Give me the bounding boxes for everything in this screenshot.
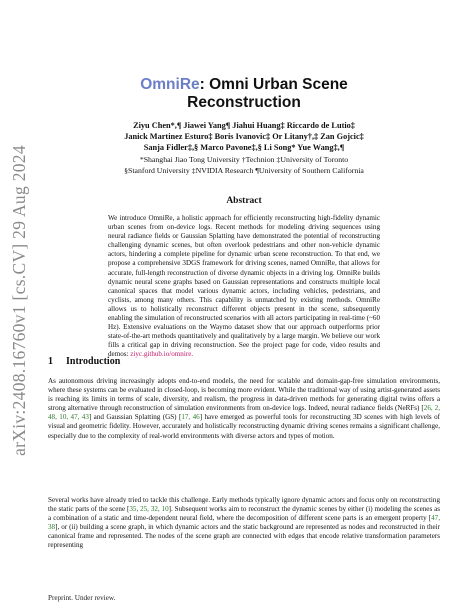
author-line: Sanja Fidler‡,§ Marco Pavone‡,§ Li Song* Yue Wang‡,¶ xyxy=(143,143,345,152)
section-title: Introduction xyxy=(66,356,121,367)
paragraph-text: As autonomous driving increasingly adopts end-to-end models, the need for scalable and domain-gap-free simulation environments, where these systems can be evaluated in closed-loop, is becoming more evident. While the traditional way of using artist-generated assets is reaching its limits in terms of scale, diversity, and realism, the progress in data-driven methods for generating digital twins offers a strong alternative through reconstruction of simulation environments from on-device logs. Indeed, neural radiance fields (NeRFs) [ xyxy=(48,377,440,413)
abstract-body: We introduce OmniRe, a holistic approach for efficiently reconstructing high-fidelity dynamic urban scenes from on-device logs. Recent methods for modeling driving sequences using neural radiance fields or Gaussian Splatting have demonstrated the potential of reconstructing challenging dynamic scenes, but often overlook pedestrians and other non-vehicle dynamic actors, hindering a complete pipeline for dynamic urban scene reconstruction. To that end, we propose a comprehensive 3DGS framework for driving scenes, named OmniRe, that allows for accurate, full-length reconstruction of diverse dynamic objects in a driving log. OmniRe builds dynamic neural scene graphs based on Gaussian representations and constructs multiple local canonical spaces that model various dynamic actors, including vehicles, pedestrians, and cyclists, among many others. This capability is unmatched by existing methods. OmniRe allows us to holistically reconstruct different objects present in the scene, subsequently enabling the simulation of reconstructed scenarios with all actors participating in real-time (~60 Hz). Extensive evaluations on the Waymo dataset show that our approach outperforms prior state-of-the-art methods quantitatively and qualitatively by a large margin. We believe our work fills a critical gap in driving reconstruction. See the project page for code, video results and demos: xyxy=(108,214,380,359)
paragraph-text: Several works have already tried to tackle this challenge. Early methods typically ignore dynamic actors and focus only on reconstructing the static parts of the scene [ xyxy=(48,496,440,514)
arxiv-identifier-text: arXiv:2408.16760v1 [cs.CV] 29 Aug 2024 xyxy=(8,144,29,456)
citation[interactable]: 35, 25, 32, 10 xyxy=(129,505,169,514)
footer-note: Preprint. Under review. xyxy=(48,594,116,602)
paper-title xyxy=(84,76,404,112)
paragraph-text: ] and Gaussian Splatting (GS) [ xyxy=(88,413,182,422)
author-line: Ziyu Chen*,¶ Jiawei Yang¶ Jiahui Huang‡ Riccardo de Lutio‡ xyxy=(133,121,355,130)
abstract-text xyxy=(108,214,380,360)
author-line: Janick Martinez Esturo‡ Boris Ivanovic‡ Or Litany†,‡ Zan Gojcic‡ xyxy=(124,132,364,141)
citation[interactable]: 17, 46 xyxy=(181,413,200,422)
author-list xyxy=(84,120,404,153)
intro-paragraph-2 xyxy=(48,496,440,551)
arxiv-identifier xyxy=(8,60,30,540)
title-brand: OmniRe xyxy=(140,76,200,93)
intro-paragraph-1 xyxy=(48,377,440,441)
affiliation-line: §Stanford University ‡NVIDIA Research ¶University of Southern California xyxy=(124,165,364,175)
section-heading-introduction xyxy=(48,356,120,367)
project-page-link[interactable]: ziyc.github.io/omnire. xyxy=(130,350,194,359)
title-rest: : Omni Urban Scene Reconstruction xyxy=(187,76,348,111)
paragraph-text: ], or (ii) building a scene graph, in which dynamic actors and the static background are represented as nodes and reconstructed in their canonical frame and represented. The nodes of the scene graph are connected with edges that encode relative transformation parameters representing xyxy=(48,523,440,550)
affiliations xyxy=(84,155,404,176)
citation[interactable]: 47, 38 xyxy=(48,514,440,532)
paragraph-text: ] have emerged as powerful tools for reconstructing 3D scenes with high levels of visual and geometric fidelity. However, accurately and holistically reconstructing dynamic driving scenes remains a significant challenge, especially due to the complexity of real-world environments with diverse actors and types of motion. xyxy=(48,413,441,440)
citation[interactable]: 26, 2, 48, 10, 47, 43 xyxy=(48,404,440,422)
paragraph-text: ]. Subsequent works aim to reconstruct the dynamic scenes by either (i) modeling the scenes as a combination of a static and time-dependent neural field, where the decomposition of different scene parts is an emergent property [ xyxy=(48,505,440,523)
affiliation-line: *Shanghai Jiao Tong University †Technion ‡University of Toronto xyxy=(139,155,349,164)
section-number: 1 xyxy=(48,356,53,367)
abstract-heading: Abstract xyxy=(226,196,262,206)
